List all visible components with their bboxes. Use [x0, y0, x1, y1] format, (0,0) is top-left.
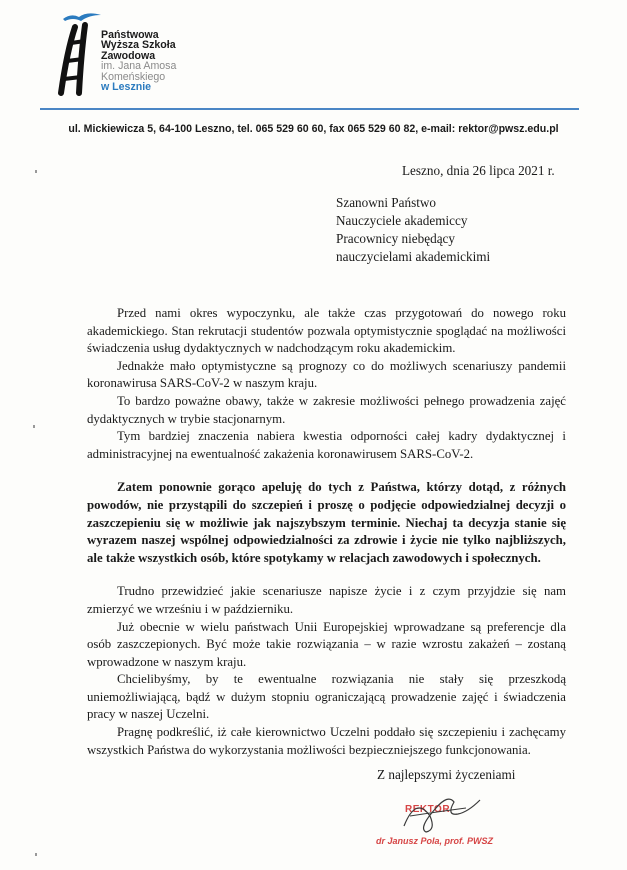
institution-name	[101, 30, 176, 92]
letter-date: Leszno, dnia 26 lipca 2021 r.	[402, 163, 555, 178]
body-paragraph: Już obecnie w wielu państwach Unii Europejskiej wprowadzane są preferencje dla osób zaszczepionych. Być może takie rozwiązania – w razie wzrostu zakażeń – zostaną wprowadzone w naszym kraju.	[87, 619, 566, 669]
rector-stamp-name: dr Janusz Pola, prof. PWSZ	[376, 836, 494, 846]
body-paragraph: Przed nami okres wypoczynku, ale także czas przygotowań do nowego roku akademickiego. Stan rekrutacji studentów pozwala optymistycznie spoglądać na możliwości świadczenia usług dydaktycznych w nadchodzącym roku akademickim.	[87, 306, 566, 356]
handwritten-signature-icon	[396, 786, 486, 841]
logo-line-2: Wyższa Szkoła	[101, 39, 176, 52]
logo-line-4: im. Jana Amosa	[101, 60, 177, 73]
recipient-line: Nauczyciele akademiccy	[336, 213, 468, 228]
logo-line-3: Zawodowa	[101, 49, 156, 62]
body-paragraph: Chcielibyśmy, by te ewentualne rozwiązania nie stały się przeszkodą uniemożliwiającą, bądź w dużym stopniu ograniczającą prowadzenie zajęć i świadczenia pracy w naszej Uczelni.	[87, 672, 566, 722]
address-line: ul. Mickiewicza 5, 64-100 Leszno, tel. 065 529 60 60, fax 065 529 60 82, e-mail: rektor@pwsz.edu.pl	[68, 123, 559, 135]
logo-line-1: Państwowa	[101, 29, 159, 41]
scan-mark	[35, 853, 37, 856]
letter-body	[87, 305, 566, 759]
header-divider	[40, 108, 579, 110]
body-paragraph: Trudno przewidzieć jakie scenariusze napisze życie i z czym przyjdzie się nam zmierzyć we wrześniu i w październiku.	[87, 584, 566, 616]
rector-stamp-title: REKTOR	[405, 804, 451, 815]
closing-line: Z najlepszymi życzeniami	[377, 767, 516, 782]
logo-line-5: Komeńskiego	[101, 70, 166, 83]
recipients-block	[336, 194, 490, 266]
scan-mark	[33, 425, 35, 428]
recipient-line: nauczycielami akademickimi	[336, 249, 491, 264]
body-paragraph: Pragnę podkreślić, iż całe kierownictwo Uczelni poddało się szczepieniu i zachęcamy wszystkich Państwa do wykorzystania możliwości bezpieczniejszego funkcjonowania.	[87, 725, 566, 757]
scan-mark	[35, 170, 37, 173]
recipient-line: Pracownicy niebędący	[336, 231, 456, 246]
body-paragraph: Tym bardziej znaczenia nabiera kwestia odporności całej kadry dydaktycznej i administracyjnej na ewentualność zakażenia koronawirusem SARS-CoV-2.	[87, 429, 566, 461]
logo-line-6: w Lesznie	[101, 81, 152, 94]
ladder-bird-logo-icon	[57, 11, 107, 106]
recipient-line: Szanowni Państwo	[336, 195, 437, 210]
body-paragraph: Jednakże mało optymistyczne są prognozy co do możliwych scenariuszy pandemii koronawirusa SARS-CoV-2 w naszym kraju.	[87, 358, 566, 391]
body-paragraph: To bardzo poważne obawy, także w zakresie możliwości pełnego prowadzenia zajęć dydaktycznych w trybie stacjonarnym.	[87, 393, 566, 426]
appeal-paragraph: Zatem ponownie gorąco apeluję do tych z Państwa, którzy dotąd, z różnych powodów, nie przystąpili do szczepień i proszę o podjęcie odpowiedzialnej decyzji o zaszczepieniu się w możliwie jak najszybszym terminie. Niechaj ta decyzja stanie się wyrazem naszej wspólnej odpowiedzialności za zdrowie i życie nie tylko najbliższych, ale także wszystkich osób, które spotykamy w relacjach zawodowych i społecznych.	[87, 480, 566, 565]
